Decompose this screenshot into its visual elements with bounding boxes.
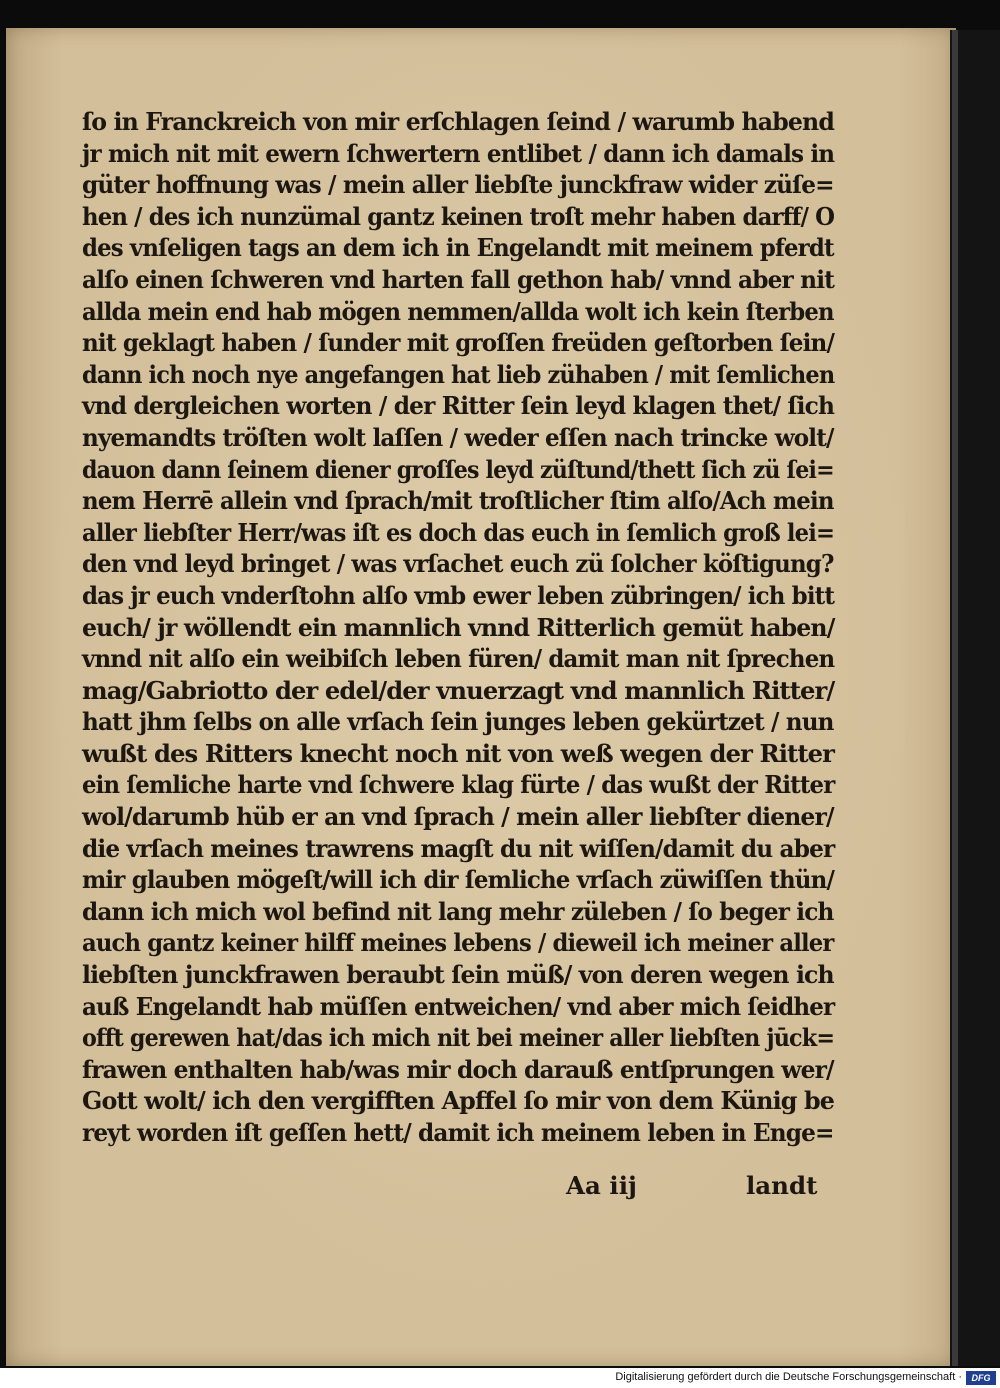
page-edge-shadow — [950, 30, 1000, 1366]
text-line: liebſten junckfrawen beraubt ſein müß/ von deren wegen ich — [82, 960, 834, 990]
text-line: hatt jhm ſelbs on alle vrſach ſein junges leben gekürtzet / nun — [82, 707, 834, 737]
catchword: landt — [746, 1171, 818, 1200]
text-line: euch/ jr wöllendt ein mannlich vnnd Ritterlich gemüt haben/ — [82, 612, 835, 642]
text-line: frawen enthalten hab/was mir doch darauß entſprungen wer/ — [82, 1054, 834, 1084]
text-line: nem Herrē allein vnd ſprach/mit troſtlicher ſtim alſo/Ach mein — [82, 486, 834, 516]
text-line: ein ſemliche harte vnd ſchwere klag fürte / das wußt der Ritter — [82, 770, 835, 800]
text-line: offt gerewen hat/das ich mich nit bei meiner aller liebſten jūck= — [82, 1023, 835, 1053]
text-line: wol/darumb hüb er an vnd ſprach / mein aller liebſter diener/ — [82, 802, 834, 832]
text-line: aller liebſter Herr/was iſt es doch das euch in ſemlich groß lei= — [82, 517, 835, 547]
text-line: die vrſach meines trawrens magſt du nit wiſſen/damit du aber — [82, 833, 835, 863]
text-line: Gott wolt/ ich den vergifften Apffel ſo mir von dem Künig be — [82, 1086, 834, 1116]
text-line: ſo in Franckreich von mir erſchlagen ſeind / warumb habend — [82, 107, 834, 136]
text-line: dauon dann ſeinem diener groſſes leyd züſtund/thett ſich zü ſei= — [82, 454, 834, 484]
text-line: das jr euch vnderſtohn alſo vmb ewer leben zübringen/ ich bitt — [82, 580, 835, 610]
funding-credit: Digitalisierung gefördert durch die Deutsche Forschungsgemeinschaft · — [615, 1371, 962, 1383]
text-line: mag/Gabriotto der edel/der vnuerzagt vnd mannlich Ritter/ — [82, 675, 835, 705]
text-line: vnnd nit alſo ein weibiſch leben füren/ damit man nit ſprechen — [82, 644, 835, 674]
text-line: güter hoffnung was / mein aller liebſte junckfraw wider züſe= — [82, 170, 834, 200]
page-text-block — [82, 106, 834, 1149]
text-line: vnd dergleichen worten / der Ritter ſein leyd klagen thet/ ſich — [82, 391, 835, 421]
signature-mark: Aa iij — [566, 1171, 637, 1200]
text-line: alſo einen ſchweren vnd harten fall gethon hab/ vnnd aber nit — [82, 264, 835, 294]
page-bottom-line — [6, 1166, 956, 1206]
dfg-logo-icon: DFG — [966, 1371, 996, 1385]
text-line: allda mein end hab mögen nemmen/allda wolt ich kein ſterben — [82, 296, 834, 326]
text-line: mir glauben mögeſt/will ich dir ſemliche vrſach züwiſſen thün/ — [82, 865, 835, 895]
page-edge-highlight — [952, 30, 958, 1366]
text-line: auch gantz keiner hilff meines lebens / dieweil ich meiner aller — [82, 928, 834, 958]
text-line: hen / des ich nunzümal gantz keinen troſt mehr haben darff/ O — [82, 201, 835, 231]
text-line: jr mich nit mit ewern ſchwertern entlibet / dann ich damals in — [82, 138, 835, 168]
text-line: dann ich noch nye angefangen hat lieb zühaben / mit ſemlichen — [82, 359, 835, 389]
text-line: nyemandts tröſten wolt laſſen / weder eſſen nach trincke wolt/ — [82, 422, 834, 452]
text-line: den vnd leyd bringet / was vrſachet euch zü ſolcher köſtigung? — [82, 549, 834, 579]
text-line: auß Engelandt hab müſſen entweichen/ vnd aber mich ſeidher — [82, 991, 835, 1021]
text-line: wußt des Ritters knecht noch nit von weß wegen der Ritter — [82, 738, 835, 768]
book-page — [6, 28, 956, 1366]
text-line: dann ich mich wol befind nit lang mehr züleben / ſo beger ich — [82, 896, 834, 926]
text-line: des vnſeligen tags an dem ich in Engelandt mit meinem pferdt — [82, 233, 834, 263]
text-line: reyt worden iſt geſſen hett/ damit ich meinem leben in Enge= — [82, 1118, 834, 1147]
footer-bar — [0, 1368, 1000, 1388]
text-line: nit geklagt haben / ſunder mit groſſen freüden geſtorben ſein/ — [82, 328, 835, 358]
